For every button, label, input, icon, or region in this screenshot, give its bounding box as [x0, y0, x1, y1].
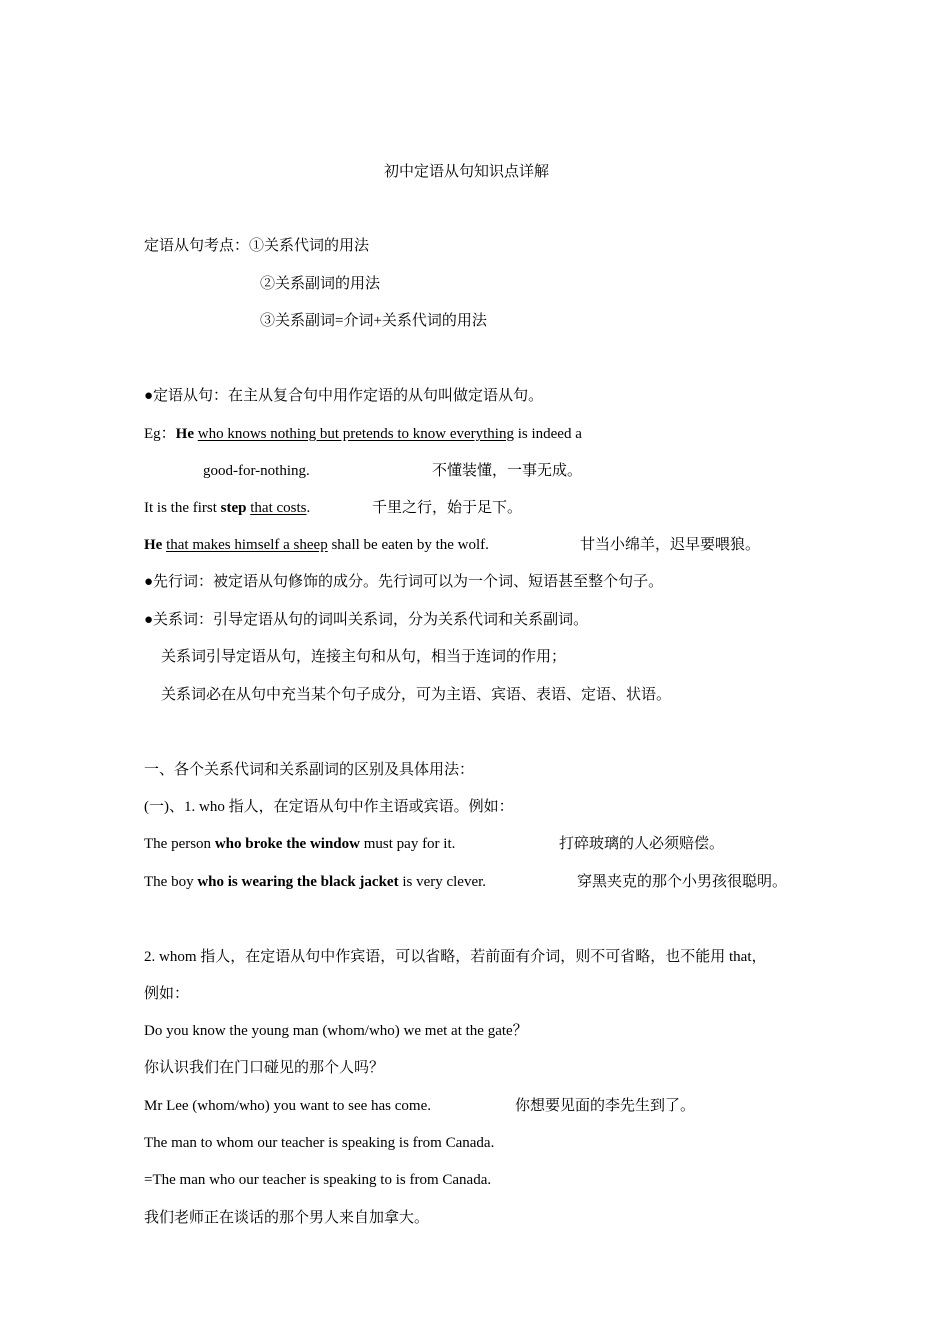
definition-text: ●定语从句：在主从复合句中用作定语的从句叫做定语从句。 — [144, 388, 544, 404]
key-point-2: ②关系副词的用法 — [260, 276, 381, 292]
example-2-antecedent: step — [220, 500, 247, 516]
who-heading: (一)、1. who 指人，在定语从句中作主语或宾语。例如： — [144, 799, 514, 815]
whom-heading-continuation: 例如： — [144, 986, 190, 1002]
example-1-rest: is indeed a — [513, 426, 582, 442]
whom-example-4: =The man who our teacher is speaking to is from Canada. — [144, 1172, 492, 1188]
example-3-clause: that makes himself a sheep — [166, 537, 328, 553]
example-1-line — [144, 424, 582, 444]
example-2-pre: It is the first — [144, 500, 221, 516]
who-example-2 — [144, 872, 486, 892]
whom-example-2-translation: 你想要见面的李先生到了。 — [515, 1098, 696, 1114]
example-3-rest: shall be eaten by the wolf. — [327, 537, 489, 553]
example-1-antecedent: He — [175, 426, 194, 442]
example-2-clause: that costs — [250, 500, 307, 516]
key-point-3: ③关系副词=介词+关系代词的用法 — [260, 313, 487, 329]
whom-example-3: The man to whom our teacher is speaking is from Canada. — [144, 1135, 495, 1151]
example-3-antecedent: He — [144, 537, 163, 553]
section-1-heading: 一、各个关系代词和关系副词的区别及具体用法： — [144, 762, 475, 778]
whom-example-4-translation: 我们老师正在谈话的那个男人来自加拿大。 — [144, 1210, 430, 1226]
who-example-1-post: must pay for it. — [359, 836, 456, 852]
relative-word-note-1: 关系词引导定语从句，连接主句和从句，相当于连词的作用； — [161, 649, 567, 665]
example-1-clause: who knows nothing but pretends to know everything — [197, 426, 514, 442]
antecedent-definition: ●先行词：被定语从句修饰的成分。先行词可以为一个词、短语甚至整个句子。 — [144, 574, 664, 590]
example-prefix: Eg： — [144, 426, 176, 442]
document-title: 初中定语从句知识点详解 — [384, 164, 550, 180]
example-2-line — [144, 498, 310, 518]
who-example-2-pre: The boy — [144, 874, 198, 890]
example-1-continuation: good-for-nothing. — [203, 463, 310, 479]
whom-example-1: Do you know the young man (whom/who) we met at the gate？ — [144, 1023, 528, 1039]
key-points-lead: 定语从句考点： — [144, 238, 250, 254]
who-example-1-clause: who broke the window — [214, 836, 360, 852]
key-point-1: ①关系代词的用法 — [249, 238, 370, 254]
example-3-translation: 甘当小绵羊，迟早要喂狼。 — [580, 537, 761, 553]
key-points-line-1 — [144, 236, 369, 256]
example-2-translation: 千里之行，始于足下。 — [372, 500, 523, 516]
who-example-1-pre: The person — [144, 836, 215, 852]
whom-example-1-translation: 你认识我们在门口碰见的那个人吗？ — [144, 1060, 385, 1076]
who-example-2-clause: who is wearing the black jacket — [197, 874, 399, 890]
whom-heading: 2. whom 指人，在定语从句中作宾语，可以省略，若前面有介词，则不可省略，也不能用 that， — [144, 949, 767, 965]
whom-example-2: Mr Lee (whom/who) you want to see has come. — [144, 1098, 432, 1114]
who-example-2-translation: 穿黑夹克的那个小男孩很聪明。 — [577, 874, 788, 890]
relative-word-note-2: 关系词必在从句中充当某个句子成分，可为主语、宾语、表语、定语、状语。 — [161, 687, 672, 703]
example-2-post: . — [306, 500, 311, 516]
example-3-line — [144, 535, 489, 555]
who-example-1-translation: 打碎玻璃的人必须赔偿。 — [559, 836, 725, 852]
example-1-translation: 不懂装懂，一事无成。 — [432, 463, 583, 479]
who-example-2-post: is very clever. — [398, 874, 487, 890]
who-example-1 — [144, 834, 455, 854]
relative-word-definition: ●关系词：引导定语从句的词叫关系词，分为关系代词和关系副词。 — [144, 612, 589, 628]
